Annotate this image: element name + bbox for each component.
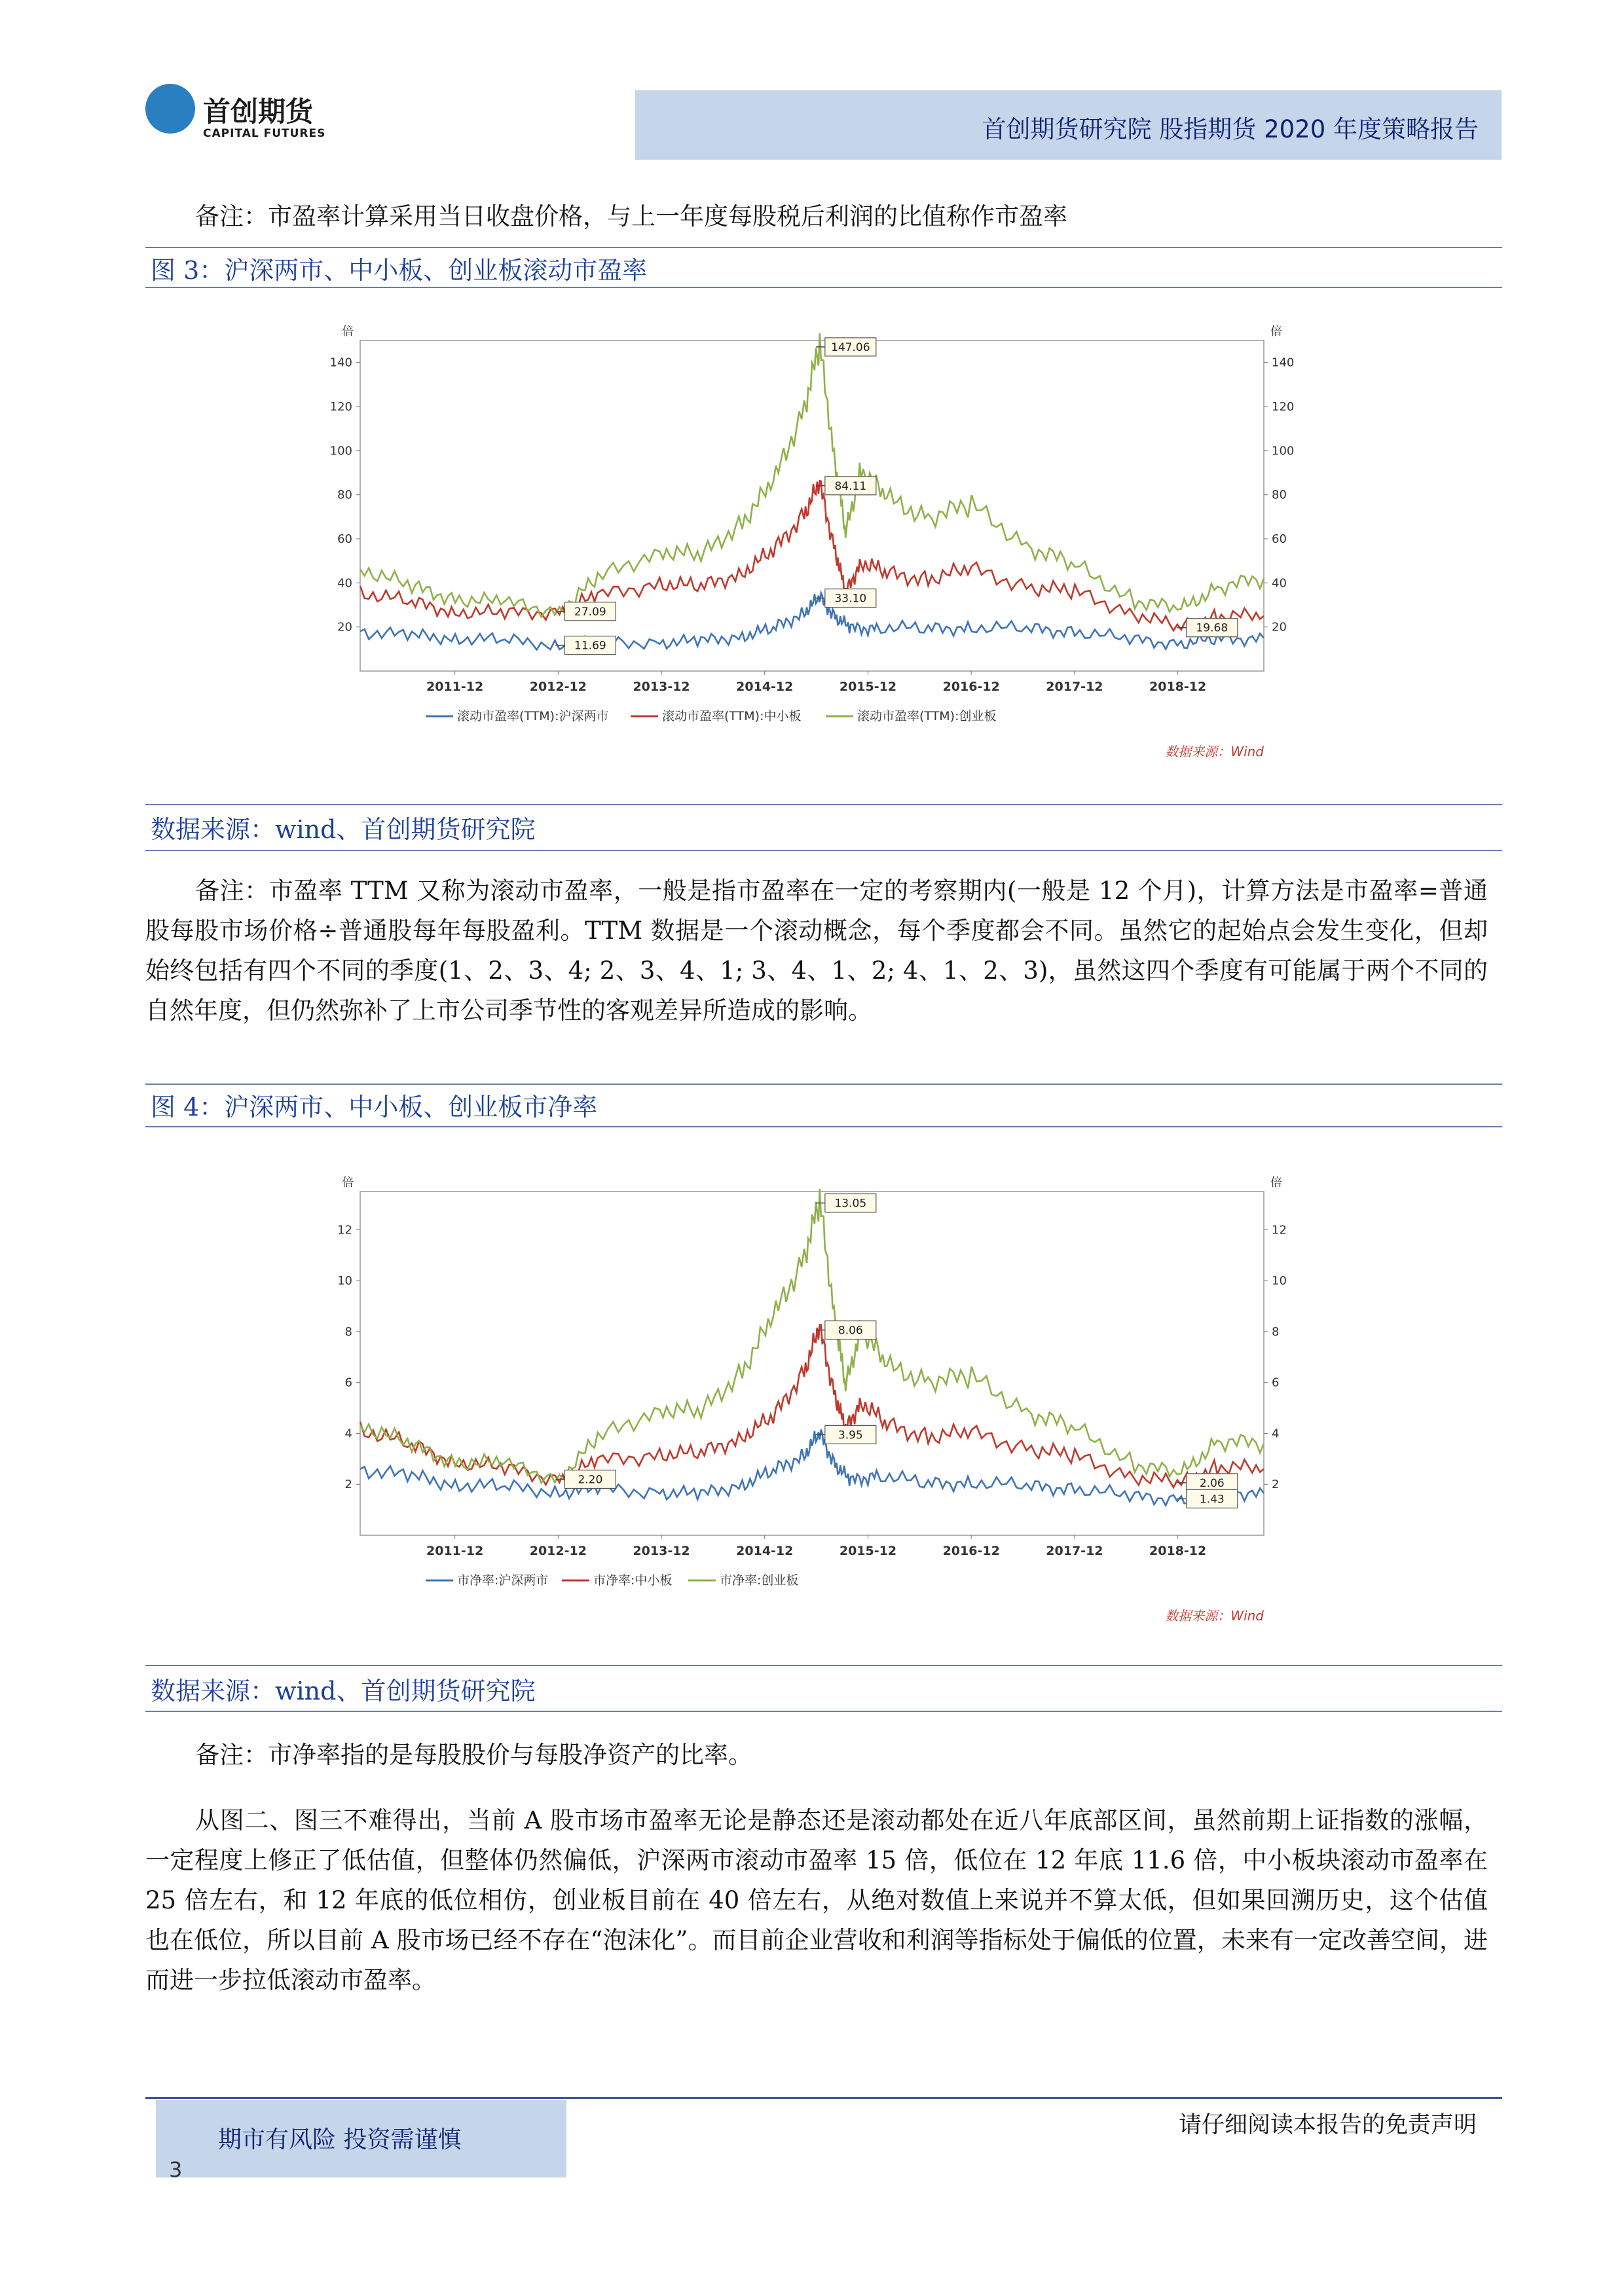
figure4-caption: 图 4：沪深两市、中小板、创业板市净率 [151,1093,598,1121]
series-line [360,1430,1264,1506]
chart-source-note: 数据来源：Wind [1165,1608,1264,1624]
note-ttm-definition: 备注：市盈率 TTM 又称为滚动市盈率，一般是指市盈率在一定的考察期内(一般是 12 个月)，计算方法是市盈率=普通股每股市场价格÷普通股每年每股盈利。TTM 数据是一个滚动概念，每个季度都会不同。虽然它的起始点会发生变化，但却始终包括有四个不同的季度(1、2、3、4; 2、3、4、1; 3、4、1、2; 4、1、2、3)，虽然这四个季度有可能属于两个不同的自然年度，但仍然弥补了上市公司季节性的客观差异所造成的影响。 [145,877,1488,1025]
legend-label: 滚动市盈率(TTM):中小板 [662,709,802,723]
logo-name: 首创期货 [203,96,314,128]
page-number: 3 [169,2157,183,2182]
chart-source-note: 数据来源：Wind [1165,744,1264,759]
y-tick-label: 100 [329,444,352,458]
legend-label: 市净率:沪深两市 [457,1573,549,1588]
annotation-label: 147.06 [831,340,870,354]
y-tick-label: 12 [337,1223,352,1237]
figure4-source: 数据来源：wind、首创期货研究院 [151,1677,536,1705]
annotation-label: 11.69 [574,639,606,653]
footer-rule [145,2097,1502,2099]
series-line [360,333,1264,617]
series-line [360,1189,1264,1483]
y-tick-label-right: 8 [1272,1324,1280,1339]
risk-warning: 期市有风险 投资需谨慎 [218,2126,462,2153]
x-tick-label: 2015-12 [839,1544,897,1558]
disclaimer-notice: 请仔细阅读本报告的免责声明 [1178,2112,1477,2138]
logo-icon [145,84,195,134]
y-unit-label: 倍 [342,1176,354,1190]
x-tick-label: 2011-12 [426,680,484,694]
legend-label: 市净率:创业板 [720,1573,799,1588]
y-tick-label: 20 [337,620,352,634]
y-tick-label: 120 [329,400,352,414]
caption-rule-top [145,247,1502,248]
annotation-label: 2.20 [578,1473,603,1487]
x-tick-label: 2016-12 [942,1544,1000,1558]
y-tick-label-right: 20 [1272,620,1287,634]
pb-chart [314,1165,1336,1663]
x-tick-label: 2011-12 [426,1544,484,1558]
annotation-label: 3.95 [838,1429,863,1442]
y-tick-label: 140 [329,355,352,370]
y-tick-label-right: 2 [1272,1478,1280,1492]
caption-rule-bottom [145,1126,1502,1127]
figure3-source: 数据来源：wind、首创期货研究院 [151,815,536,844]
plot-frame [360,1192,1264,1535]
x-tick-label: 2018-12 [1149,680,1207,694]
x-tick-label: 2012-12 [529,680,587,694]
source-rule-bottom [145,1711,1502,1712]
annotation-label: 27.09 [574,605,606,619]
legend-label: 滚动市盈率(TTM):沪深两市 [457,709,609,723]
x-tick-label: 2018-12 [1149,1544,1207,1558]
annotation-label: 8.06 [838,1324,863,1338]
x-tick-label: 2014-12 [736,1544,794,1558]
legend-label: 市净率:中小板 [593,1573,673,1588]
conclusion-paragraph: 从图二、图三不难得出，当前 A 股市场市盈率无论是静态还是滚动都处在近八年底部区间，虽然前期上证指数的涨幅，一定程度上修正了低估值，但整体仍然偏低，沪深两市滚动市盈率 15 倍，低位在 12 年底 11.6 倍，中小板块滚动市盈率在 25 倍左右，和 12 年底的低位相仿，创业板目前在 40 倍左右，从绝对数值上来说并不算太低，但如果回溯历史，这个估值也在低位，所以目前 A 股市场已经不存在“泡沫化”。而目前企业营收和利润等指标处于偏低的位置，未来有一定改善空间，进而进一步拉低滚动市盈率。 [145,1806,1488,1994]
annotation-label: 13.05 [834,1197,867,1211]
note-pb-definition: 备注：市净率指的是每股股价与每股净资产的比率。 [195,1741,752,1769]
series-line [360,1325,1264,1487]
x-tick-label: 2017-12 [1046,1544,1103,1558]
y-tick-label-right: 60 [1272,532,1287,546]
y-tick-label-right: 120 [1272,400,1295,414]
annotation-label: 19.68 [1196,621,1228,635]
report-title: 首创期货研究院 股指期货 2020 年度策略报告 [982,115,1479,143]
y-tick-label-right: 100 [1272,444,1295,458]
plot-frame [360,340,1264,671]
y-tick-label: 2 [344,1478,352,1492]
caption-rule-top [145,1084,1502,1085]
y-tick-label: 80 [337,488,352,502]
y-tick-label-right: 10 [1272,1274,1287,1288]
x-tick-label: 2016-12 [942,680,1000,694]
y-tick-label: 8 [344,1324,352,1339]
y-unit-label: 倍 [342,325,354,338]
y-tick-label-right: 4 [1272,1427,1280,1441]
annotation-label: 33.10 [834,592,867,606]
y-tick-label: 60 [337,532,352,546]
legend-label: 滚动市盈率(TTM):创业板 [857,709,997,723]
y-tick-label-right: 140 [1272,355,1295,370]
y-tick-label: 40 [337,576,352,591]
annotation-label: 1.43 [1199,1493,1225,1506]
y-tick-label-right: 80 [1272,488,1287,502]
note-pe-definition: 备注：市盈率计算采用当日收盘价格，与上一年度每股税后利润的比值称作市盈率 [195,202,1067,230]
y-tick-label-right: 40 [1272,576,1287,591]
x-tick-label: 2015-12 [839,680,897,694]
x-tick-label: 2017-12 [1046,680,1103,694]
series-line [360,481,1264,630]
y-tick-label: 4 [344,1427,352,1441]
x-tick-label: 2014-12 [736,680,794,694]
x-tick-label: 2013-12 [633,680,690,694]
x-tick-label: 2012-12 [529,1544,587,1558]
series-line [360,593,1264,651]
figure3-caption: 图 3：沪深两市、中小板、创业板滚动市盈率 [151,256,648,285]
y-tick-label-right: 6 [1272,1376,1280,1390]
logo-subtitle: CAPITAL FUTURES [203,127,326,140]
y-unit-label-right: 倍 [1270,1176,1282,1190]
source-rule-bottom [145,850,1502,851]
pe-ttm-chart [314,314,1336,799]
annotation-label: 2.06 [1199,1476,1225,1490]
y-tick-label: 10 [337,1274,352,1288]
source-rule-top [145,804,1502,805]
x-tick-label: 2013-12 [633,1544,690,1558]
y-tick-label: 6 [344,1376,352,1390]
y-tick-label-right: 12 [1272,1223,1287,1237]
caption-rule-bottom [145,287,1502,288]
source-rule-top [145,1665,1502,1666]
annotation-label: 84.11 [834,479,867,493]
y-unit-label-right: 倍 [1270,325,1282,338]
